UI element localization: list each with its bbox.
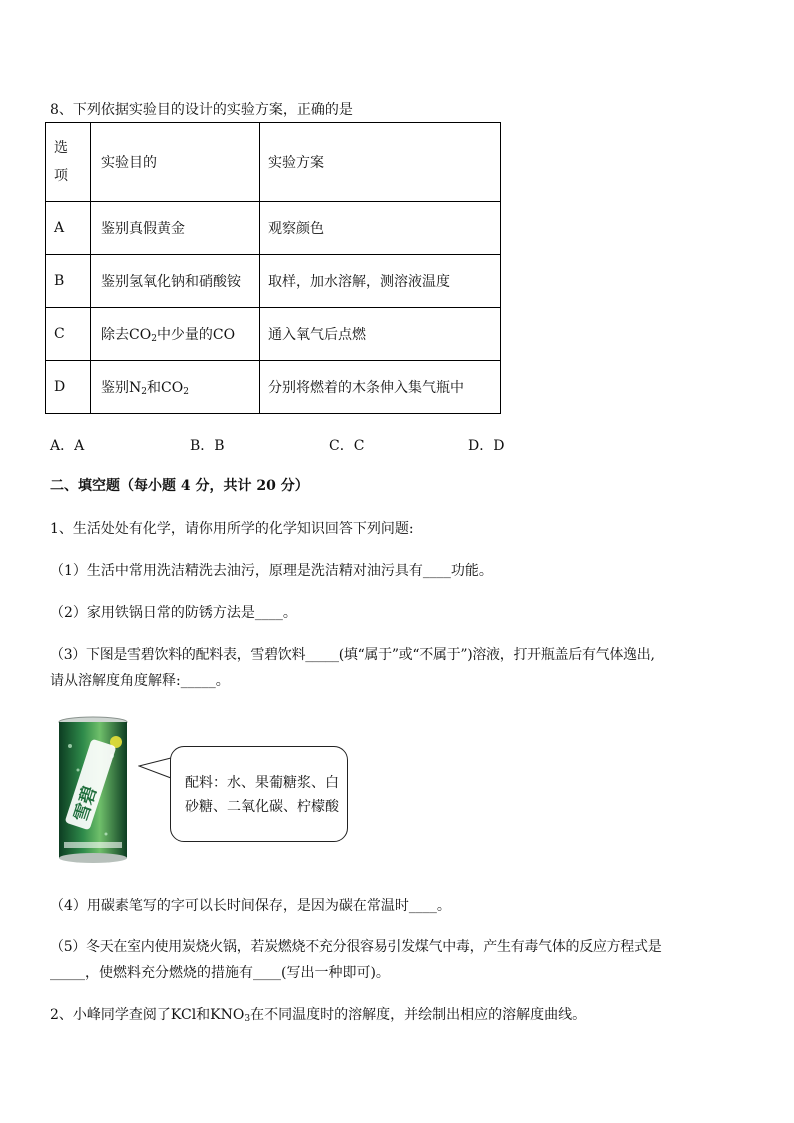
q1-part5-line1: （5）冬天在室内使用炭烧火锅，若炭燃烧不充分很容易引发煤气中毒，产生有毒气体的反应方程式是 [50, 939, 662, 955]
q1-part4: （4）用碳素笔写的字可以长时间保存，是因为碳在常温时____。 [50, 898, 451, 914]
row-plan: 分别将燃着的木条伸入集气瓶中 [260, 361, 501, 414]
ingredient-text: 配料：水、果葡糖浆、白砂糖、二氧化碳、柠檬酸 [185, 775, 339, 815]
table-row [46, 361, 501, 414]
subscript: 2 [141, 387, 147, 397]
row-option: C [46, 308, 91, 361]
subscript: 3 [244, 1014, 251, 1024]
table-row [46, 255, 501, 308]
q2-stem [50, 1004, 586, 1024]
subscript: 2 [183, 387, 189, 397]
q2-pre: 2、小峰同学查阅了KCl和KNO [50, 1007, 245, 1023]
section-title: 二、填空题（每小题 4 分，共计 20 分） [50, 478, 309, 494]
row-option: A [46, 202, 91, 255]
bubble-tail [138, 754, 172, 784]
header-plan: 实验方案 [260, 123, 501, 202]
row-purpose [91, 361, 260, 414]
header-option [46, 123, 91, 202]
row-plan: 取样，加水溶解，测溶液温度 [260, 255, 501, 308]
header-option-line2: 项 [54, 168, 68, 184]
header-option-line1: 选 [54, 140, 68, 156]
purpose-mid: 和CO [146, 380, 184, 396]
row-plan: 通入氧气后点燃 [260, 308, 501, 361]
row-option: D [46, 361, 91, 414]
q8-options-table [45, 122, 501, 414]
choice-b: B．B [190, 438, 225, 454]
can-brand-text: 雪碧 [70, 783, 102, 825]
q1-part2: （2）家用铁锅日常的防锈方法是____。 [50, 605, 297, 621]
q1-part1: （1）生活中常用洗洁精洗去油污，原理是洗洁精对油污具有____功能。 [50, 563, 493, 579]
header-purpose: 实验目的 [91, 123, 260, 202]
row-option: B [46, 255, 91, 308]
q1-stem: 1、生活处处有化学，请你用所学的化学知识回答下列问题: [50, 521, 414, 537]
q1-part3-line1: （3）下图是雪碧饮料的配料表，雪碧饮料_____(填“属于”或“不属于”)溶液，打开瓶盖后有气体逸出, [50, 647, 655, 663]
table-header-row [46, 123, 501, 202]
purpose-post: 中少量的CO [156, 327, 236, 343]
purpose-pre: 鉴别N [101, 380, 142, 396]
q2-post: 在不同温度时的溶解度，并绘制出相应的溶解度曲线。 [250, 1007, 587, 1023]
q1-part3-line2: 请从溶解度角度解释:_____。 [50, 673, 230, 689]
row-purpose: 鉴别氢氧化钠和硝酸铵 [91, 255, 260, 308]
row-purpose [91, 308, 260, 361]
q1-part5-line2: _____，使燃料充分燃烧的措施有____(写出一种即可)。 [50, 965, 390, 981]
q8-stem: 8、下列依据实验目的设计的实验方案，正确的是 [50, 102, 353, 118]
subscript: 2 [151, 334, 157, 344]
table-row [46, 202, 501, 255]
table-row [46, 308, 501, 361]
choice-c: C．C [329, 438, 365, 454]
choice-a: A．A [50, 438, 85, 454]
ingredient-bubble [170, 746, 348, 842]
row-plan: 观察颜色 [260, 202, 501, 255]
choice-d: D．D [468, 438, 505, 454]
row-purpose: 鉴别真假黄金 [91, 202, 260, 255]
purpose-pre: 除去CO [101, 327, 152, 343]
sprite-can-image [56, 716, 130, 866]
